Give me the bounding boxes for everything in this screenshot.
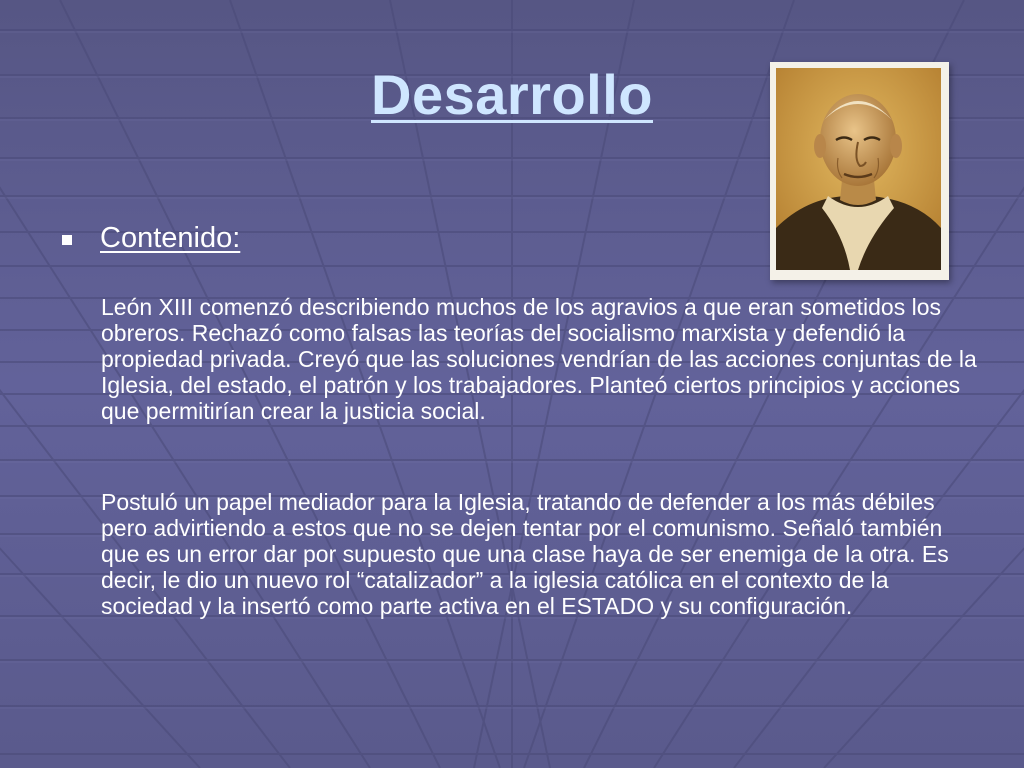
paragraph-2: Postuló un papel mediador para la Iglesia, tratando de defender a los más débiles pero advirtiendo a estos que no se dejen tentar por el comunismo. Señaló también que es un error dar por supuesto que una clase haya de ser enemiga de la otra. Es decir, le dio un nuevo rol “catalizador” a la iglesia católica en el contexto de la sociedad y la insertó como parte activa en el ESTADO y su configuración. [101,489,949,619]
paragraph-1: León XIII comenzó describiendo muchos de los agravios a que eran sometidos los obreros. Rechazó como falsas las teorías del socialismo marxista y defendió la propiedad privada. Creyó que las soluciones vendrían de las acciones conjuntas de la Iglesia, del estado, el patrón y los trabajadores. Planteó ciertos principios y acciones que permitirían crear la justicia social. [101,294,977,424]
slide-title: Desarrollo [371,63,653,126]
bullet-label: Contenido: [100,222,241,254]
portrait-image [770,62,949,280]
portrait-photo [776,68,941,270]
bullet-item-contenido [62,222,240,255]
square-bullet-icon [62,235,72,245]
